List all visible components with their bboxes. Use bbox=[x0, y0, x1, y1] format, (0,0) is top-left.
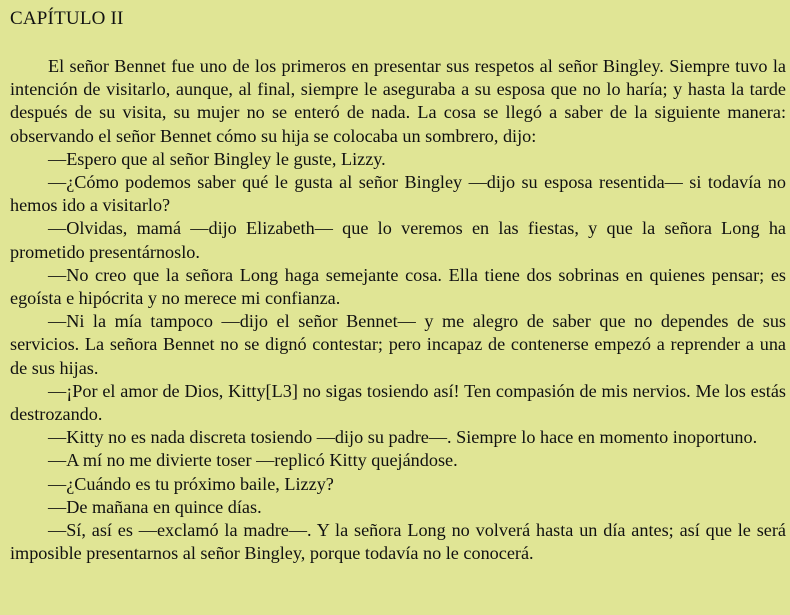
paragraph: El señor Bennet fue uno de los primeros en presentar sus respetos al señor Bingley. Siempre tuvo la intención de visitarlo, aunque, al final, siempre le aseguraba a su esposa que no lo haría; y hasta la tarde después de su visita, su mujer no se enteró de nada. La cosa se llegó a saber de la siguiente manera: observando el señor Bennet cómo su hija se colocaba un sombrero, dijo: bbox=[10, 56, 786, 146]
chapter-body bbox=[10, 55, 786, 565]
paragraph: —No creo que la señora Long haga semejante cosa. Ella tiene dos sobrinas en quienes pensar; es egoísta e hipócrita y no merece mi confianza. bbox=[10, 264, 786, 309]
paragraph: —Kitty no es nada discreta tosiendo —dijo su padre—. Siempre lo hace en momento inoportuno. bbox=[48, 427, 758, 448]
paragraph: —¡Por el amor de Dios, Kitty[L3] no sigas tosiendo así! Ten compasión de mis nervios. Me los estás destrozando. bbox=[10, 380, 786, 425]
paragraph: —¿Cuándo es tu próximo baile, Lizzy? bbox=[48, 473, 334, 494]
chapter-title: CAPÍTULO II bbox=[10, 8, 124, 29]
paragraph: —Ni la mía tampoco —dijo el señor Bennet— y me alegro de saber que no dependes de sus servicios. La señora Bennet no se dignó contestar; pero incapaz de contenerse empezó a reprender a una de sus hijas. bbox=[10, 311, 786, 378]
paragraph: —Sí, así es —exclamó la madre—. Y la señora Long no volverá hasta un día antes; así que le será imposible presentarnos al señor Bingley, porque todavía no le conocerá. bbox=[10, 520, 786, 564]
paragraph: —¿Cómo podemos saber qué le gusta al señor Bingley —dijo su esposa resentida— si todavía no hemos ido a visitarlo? bbox=[10, 172, 786, 216]
paragraph: —A mí no me divierte toser —replicó Kitty quejándose. bbox=[48, 450, 458, 471]
paragraph: —Espero que al señor Bingley le guste, Lizzy. bbox=[48, 148, 386, 169]
paragraph: —De mañana en quince días. bbox=[48, 496, 262, 517]
paragraph: —Olvidas, mamá —dijo Elizabeth— que lo veremos en las fiestas, y que la señora Long ha prometido presentárnoslo. bbox=[10, 218, 786, 262]
